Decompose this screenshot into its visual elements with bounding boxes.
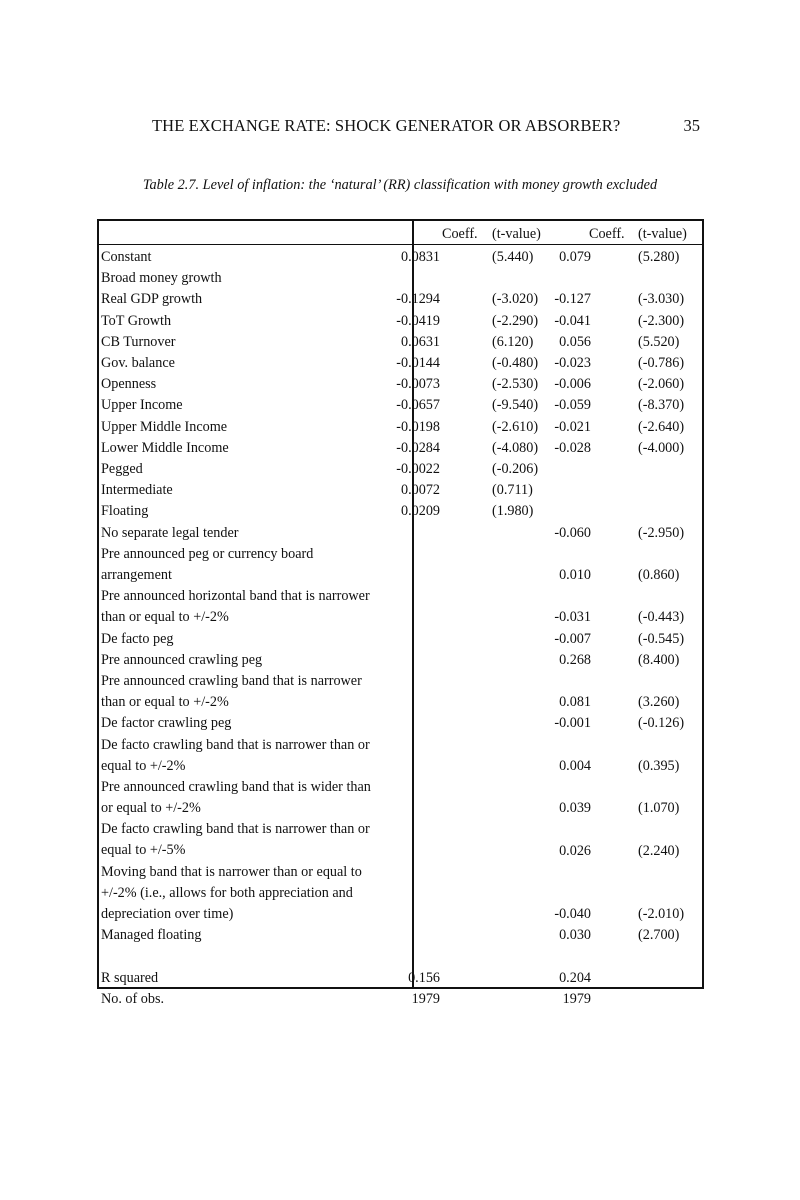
cell-tvalue-2: (-0.545) bbox=[638, 630, 685, 647]
cell-tvalue-2: (2.240) bbox=[638, 842, 680, 859]
row-label bbox=[101, 819, 406, 861]
cell-coeff-2: 0.081 bbox=[559, 694, 591, 711]
cell-coeff-2: -0.031 bbox=[554, 609, 591, 626]
cell-coeff-1: 0.0831 bbox=[400, 249, 440, 265]
row-label-line: than or equal to +/-2% bbox=[101, 609, 229, 626]
row-label-line: +/-2% (i.e., allows for both appreciation and bbox=[101, 884, 353, 901]
row-label-line: Managed floating bbox=[101, 927, 202, 944]
row-label-line: or equal to +/-2% bbox=[101, 800, 201, 816]
cell-tvalue-1: (-0.480) bbox=[492, 355, 539, 371]
row-label bbox=[101, 735, 406, 777]
cell-tvalue-1: (6.120) bbox=[492, 333, 534, 350]
cell-coeff-1: 0.156 bbox=[408, 969, 440, 986]
cell-tvalue-2: (0.860) bbox=[638, 566, 680, 583]
row-label bbox=[101, 713, 406, 734]
row-label bbox=[101, 332, 406, 353]
cell-tvalue-1: (-2.290) bbox=[492, 312, 539, 329]
row-label-line: Pre announced horizontal band that is narrower bbox=[101, 588, 370, 605]
cell-coeff-2: 0.079 bbox=[559, 249, 591, 265]
table-row bbox=[99, 417, 702, 438]
table-row bbox=[99, 735, 702, 777]
cell-tvalue-1: (-2.530) bbox=[492, 376, 539, 393]
table-row bbox=[99, 586, 702, 628]
table-row bbox=[99, 650, 702, 671]
table-row bbox=[99, 438, 702, 459]
cell-coeff-1: -0.0657 bbox=[396, 397, 440, 414]
row-label-line: Upper Income bbox=[101, 397, 183, 414]
table-row bbox=[99, 459, 702, 480]
col-header-coeff-2: Coeff. bbox=[589, 226, 625, 242]
cell-coeff-2: -0.041 bbox=[554, 312, 591, 329]
cell-coeff-2: -0.007 bbox=[554, 630, 591, 647]
row-label-line: Gov. balance bbox=[101, 355, 175, 371]
row-label bbox=[101, 544, 406, 586]
cell-coeff-2: 0.268 bbox=[559, 651, 591, 668]
row-label-line: depreciation over time) bbox=[101, 905, 234, 922]
table-row bbox=[99, 501, 702, 522]
row-label-line: Openness bbox=[101, 376, 157, 393]
table-row bbox=[99, 819, 702, 861]
cell-tvalue-1: (-2.610) bbox=[492, 418, 539, 435]
row-label-line: R squared bbox=[101, 969, 159, 986]
row-label-line: Pre announced crawling band that is narrower bbox=[101, 673, 362, 689]
row-label bbox=[101, 417, 406, 438]
table-row bbox=[99, 480, 702, 501]
table-row bbox=[99, 862, 702, 926]
table-row bbox=[99, 777, 702, 819]
table-row bbox=[99, 629, 702, 650]
cell-coeff-2: 1979 bbox=[562, 991, 591, 1007]
cell-coeff-2: -0.059 bbox=[554, 397, 591, 414]
row-label-line: Pre announced crawling peg bbox=[101, 651, 263, 668]
cell-coeff-1: -0.0144 bbox=[396, 355, 440, 371]
cell-coeff-1: -0.1294 bbox=[396, 291, 440, 308]
cell-coeff-1: -0.0022 bbox=[396, 461, 440, 477]
cell-coeff-1: 0.0209 bbox=[400, 503, 440, 520]
row-label bbox=[101, 395, 406, 416]
cell-coeff-1: 0.0631 bbox=[400, 333, 440, 350]
table-row bbox=[99, 713, 702, 734]
cell-tvalue-2: (-2.950) bbox=[638, 524, 685, 541]
row-label-line: Moving band that is narrower than or equal to bbox=[101, 863, 362, 880]
cell-tvalue-2: (1.070) bbox=[638, 800, 680, 817]
table-row bbox=[99, 989, 702, 1010]
row-label-line: De facto peg bbox=[101, 630, 174, 647]
row-label-line: Pre announced crawling band that is wider than bbox=[101, 779, 371, 795]
row-label bbox=[101, 777, 406, 819]
cell-coeff-2: -0.001 bbox=[554, 715, 591, 732]
row-label bbox=[101, 438, 406, 459]
cell-tvalue-2: (-0.126) bbox=[638, 715, 685, 732]
row-label-line: CB Turnover bbox=[101, 333, 176, 350]
table-row bbox=[99, 374, 702, 395]
cell-coeff-1: -0.0073 bbox=[396, 376, 440, 393]
row-label bbox=[101, 353, 406, 374]
cell-tvalue-2: (0.395) bbox=[638, 757, 680, 774]
table-row bbox=[99, 544, 702, 586]
col-header-tvalue-2: (t-value) bbox=[638, 226, 687, 242]
cell-coeff-1: 1979 bbox=[411, 991, 440, 1007]
cell-tvalue-1: (5.440) bbox=[492, 249, 534, 265]
regression-table bbox=[97, 219, 704, 1007]
cell-tvalue-2: (-0.786) bbox=[638, 355, 685, 371]
row-label-line: Lower Middle Income bbox=[101, 439, 229, 456]
cell-coeff-1: -0.0198 bbox=[396, 418, 440, 435]
row-label bbox=[101, 311, 406, 332]
row-label-line: No separate legal tender bbox=[101, 524, 239, 541]
row-label bbox=[101, 501, 406, 522]
table-row bbox=[99, 247, 702, 268]
row-label-line: arrangement bbox=[101, 566, 172, 583]
cell-coeff-2: 0.026 bbox=[559, 842, 591, 859]
cell-tvalue-2: (2.700) bbox=[638, 927, 680, 944]
cell-coeff-2: -0.021 bbox=[554, 418, 591, 435]
row-label-line: equal to +/-2% bbox=[101, 757, 186, 774]
cell-coeff-1: 0.0072 bbox=[400, 482, 440, 499]
cell-tvalue-1: (0.711) bbox=[492, 482, 533, 499]
cell-coeff-2: -0.006 bbox=[554, 376, 591, 393]
table-caption: Table 2.7. Level of inflation: the ‘natural’ (RR) classification with money growth excluded bbox=[142, 177, 658, 193]
row-label bbox=[101, 289, 406, 310]
table-row bbox=[99, 353, 702, 374]
col-header-tvalue-1: (t-value) bbox=[492, 226, 541, 242]
page-number: 35 bbox=[683, 116, 700, 135]
cell-coeff-2: 0.039 bbox=[559, 800, 591, 817]
row-label-line: Pre announced peg or currency board bbox=[101, 545, 314, 562]
row-label-line: Broad money growth bbox=[101, 270, 222, 287]
cell-coeff-2: 0.030 bbox=[559, 927, 591, 944]
row-label-line: No. of obs. bbox=[101, 991, 165, 1007]
row-label-line: De facto crawling band that is narrower than or bbox=[101, 821, 370, 838]
row-label bbox=[101, 247, 406, 268]
table-row bbox=[99, 523, 702, 544]
cell-coeff-2: 0.056 bbox=[559, 333, 591, 350]
table-row bbox=[99, 925, 702, 946]
cell-coeff-2: -0.023 bbox=[554, 355, 591, 371]
row-label-line: Constant bbox=[101, 249, 152, 265]
cell-coeff-2: -0.028 bbox=[554, 439, 591, 456]
row-label-line: ToT Growth bbox=[101, 312, 172, 329]
cell-tvalue-2: (5.520) bbox=[638, 333, 680, 350]
row-label-line: De facto crawling band that is narrower than or bbox=[101, 736, 370, 753]
row-label-line: De factor crawling peg bbox=[101, 715, 232, 732]
row-label bbox=[101, 586, 406, 628]
col-header-coeff-1: Coeff. bbox=[442, 226, 478, 242]
cell-coeff-2: 0.010 bbox=[559, 566, 591, 583]
table-row bbox=[99, 968, 702, 989]
cell-tvalue-1: (-3.020) bbox=[492, 291, 539, 308]
cell-tvalue-2: (-8.370) bbox=[638, 397, 685, 414]
row-label bbox=[101, 650, 406, 671]
row-label bbox=[101, 374, 406, 395]
cell-coeff-1: -0.0284 bbox=[396, 439, 440, 456]
row-label bbox=[101, 268, 406, 289]
cell-tvalue-1: (-0.206) bbox=[492, 461, 539, 477]
row-label bbox=[101, 989, 406, 1010]
cell-coeff-2: -0.060 bbox=[554, 524, 591, 541]
cell-coeff-2: -0.040 bbox=[554, 906, 591, 923]
row-label-line: Upper Middle Income bbox=[101, 418, 228, 435]
cell-tvalue-2: (8.400) bbox=[638, 651, 680, 668]
row-label bbox=[101, 629, 406, 650]
cell-coeff-2: 0.004 bbox=[559, 757, 591, 774]
table-row bbox=[99, 311, 702, 332]
cell-tvalue-2: (-2.060) bbox=[638, 376, 685, 393]
row-label-line: than or equal to +/-2% bbox=[101, 694, 229, 710]
table-row bbox=[99, 268, 702, 289]
cell-tvalue-2: (-2.640) bbox=[638, 418, 685, 435]
cell-tvalue-2: (-2.010) bbox=[638, 906, 685, 923]
row-label bbox=[101, 862, 406, 925]
row-label-line: Intermediate bbox=[101, 482, 173, 499]
cell-tvalue-2: (-0.443) bbox=[638, 609, 685, 626]
cell-coeff-2: 0.204 bbox=[559, 969, 591, 986]
cell-tvalue-1: (-9.540) bbox=[492, 397, 539, 414]
row-label bbox=[101, 968, 406, 989]
table-row bbox=[99, 332, 702, 353]
row-label bbox=[101, 523, 406, 544]
cell-tvalue-2: (5.280) bbox=[638, 249, 680, 265]
table-row bbox=[99, 289, 702, 310]
cell-tvalue-2: (-3.030) bbox=[638, 291, 685, 308]
running-header-title: THE EXCHANGE RATE: SHOCK GENERATOR OR ABSORBER? bbox=[152, 116, 621, 135]
row-label-line: equal to +/-5% bbox=[101, 842, 186, 859]
cell-tvalue-2: (-4.000) bbox=[638, 439, 685, 456]
running-header bbox=[152, 116, 702, 138]
row-label-line: Floating bbox=[101, 503, 149, 520]
row-label bbox=[101, 671, 406, 713]
cell-tvalue-2: (-2.300) bbox=[638, 312, 685, 329]
cell-tvalue-1: (1.980) bbox=[492, 503, 534, 520]
table-row bbox=[99, 395, 702, 416]
row-label-line: Real GDP growth bbox=[101, 291, 203, 308]
row-label bbox=[101, 480, 406, 501]
cell-coeff-1: -0.0419 bbox=[396, 312, 440, 329]
row-label bbox=[101, 459, 406, 480]
table-row bbox=[99, 671, 702, 713]
row-label-line: Pegged bbox=[101, 461, 143, 477]
cell-tvalue-2: (3.260) bbox=[638, 694, 680, 711]
cell-coeff-2: -0.127 bbox=[554, 291, 591, 308]
row-label bbox=[101, 925, 406, 946]
cell-tvalue-1: (-4.080) bbox=[492, 439, 539, 456]
